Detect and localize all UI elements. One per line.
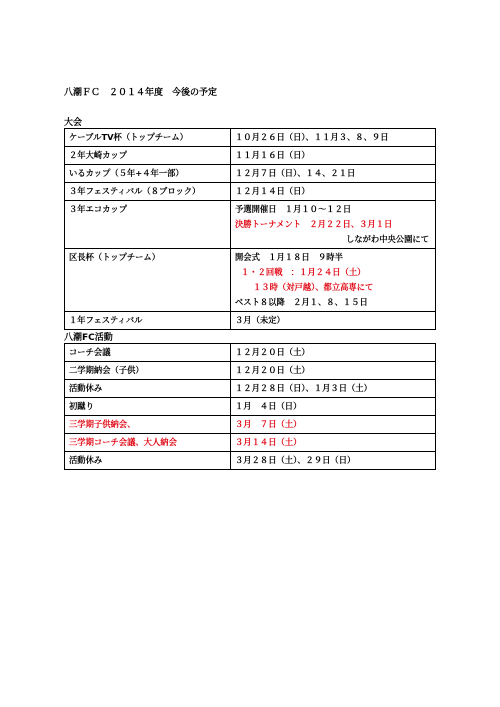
event-date: １２月１４日（日） xyxy=(231,183,436,201)
event-date: ３月（未定） xyxy=(231,312,436,330)
activity-name: 活動休み xyxy=(65,452,231,470)
activity-name-highlight: 三学期コーチ会議、大人納会 xyxy=(65,434,231,452)
event-date-line: 開会式 １月１８日 ９時半 xyxy=(235,252,343,262)
table-row xyxy=(65,183,436,201)
event-name: ２年大崎カップ xyxy=(65,147,231,165)
event-date-line-highlight: 決勝トーナメント ２月２２日、３月１日 xyxy=(235,219,393,229)
activity-name: 二学期納会（子供） xyxy=(65,362,231,380)
table-row xyxy=(65,398,436,416)
activity-name-highlight: 三学期子供納会、 xyxy=(65,416,231,434)
activity-date: １２月２０日（土） xyxy=(231,362,436,380)
table-row xyxy=(65,249,436,312)
activity-name: 活動休み xyxy=(65,380,231,398)
event-name: いるカップ（５年+４年一部） xyxy=(65,165,231,183)
table-row xyxy=(65,362,436,380)
event-venue-line-highlight: １３時（対戸越）、都立高専にて xyxy=(253,282,374,292)
event-name: ３年フェスティバル（８ブロック） xyxy=(65,183,231,201)
event-date-cell xyxy=(231,249,436,312)
event-date: １２月７日（日）、１４、２１日 xyxy=(231,165,436,183)
event-name: ケーブルTV杯（トップチーム） xyxy=(65,129,231,147)
activity-date: ３月２８日（土）、２９日（日） xyxy=(231,452,436,470)
activity-name: 初蹴り xyxy=(65,398,231,416)
activity-date: １２月２０日（土） xyxy=(231,344,436,362)
event-name: １年フェスティバル xyxy=(65,312,231,330)
activities-table xyxy=(64,343,436,470)
activity-date: １２月２８日（日）、１月３日（土） xyxy=(231,380,436,398)
tournaments-heading: 大会 xyxy=(64,118,83,128)
activity-name: コーチ会議 xyxy=(65,344,231,362)
event-venue-line: しながわ中央公園にて xyxy=(346,234,429,244)
event-date-line: ベスト８以降 ２月１、８、１５日 xyxy=(235,297,368,307)
event-date: １０月２６日（日）、１１月３、８、９日 xyxy=(231,129,436,147)
activity-date-highlight: ３月 ７日（土） xyxy=(231,416,436,434)
table-row xyxy=(65,201,436,249)
event-name: 区長杯（トップチーム） xyxy=(65,249,231,312)
activities-heading: 八潮FC活動 xyxy=(64,333,113,343)
table-row xyxy=(65,380,436,398)
tournaments-table xyxy=(64,128,436,330)
table-row xyxy=(65,344,436,362)
table-row xyxy=(65,434,436,452)
event-date: １１月１６日（日） xyxy=(231,147,436,165)
activity-date-highlight: ３月１４日（土） xyxy=(231,434,436,452)
event-date-line: 予選開催日 １月１０～１２日 xyxy=(235,204,352,214)
event-date-line-highlight: １・２回戦 ：１月２４日（土） xyxy=(241,267,366,277)
table-row xyxy=(65,147,436,165)
page-title: 八潮ＦＣ ２０１４年度 今後の予定 xyxy=(64,88,218,98)
event-name: ３年エコカップ xyxy=(65,201,231,249)
table-row xyxy=(65,129,436,147)
activity-date: １月 ４日（日） xyxy=(231,398,436,416)
event-date-cell xyxy=(231,201,436,249)
table-row xyxy=(65,312,436,330)
table-row xyxy=(65,416,436,434)
table-row xyxy=(65,452,436,470)
table-row xyxy=(65,165,436,183)
